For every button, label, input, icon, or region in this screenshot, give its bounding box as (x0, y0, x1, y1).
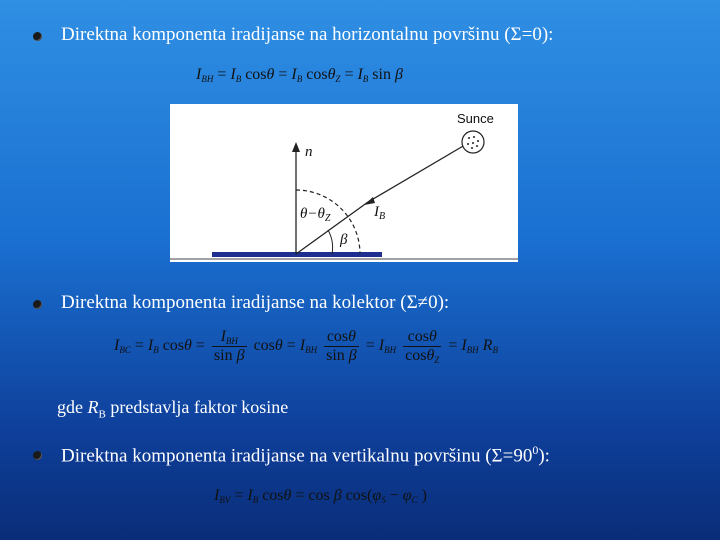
beta-arc (328, 230, 333, 254)
beam-label: $I_B$ (374, 204, 386, 222)
bullet-2 (33, 300, 42, 309)
bullet-1 (33, 32, 42, 41)
equation-horizontal: $I_{BH} = I_B$ $\cos\theta = I_B$ $\cos\theta_Z = I_B$ sin β (196, 66, 403, 84)
bullet-2-text: Direktna komponenta iradijanse na kolektor (Σ≠0): (61, 292, 450, 313)
bullet-1-text: Direktna komponenta iradijanse na horizontalnu površinu (Σ=0): (61, 24, 554, 45)
sun-angle-diagram (170, 104, 518, 262)
equation-collector: $I_{BC} = I_B$ cosθ = $\frac{I_{BH}}{\text{sin β}}$ $\cos\theta = I_{BH}$ $\frac{\cos\theta}{\text{sin β}}$ = $I_{BH}$ $\frac{\cos\theta}{\cos\theta_Z}$ = $I_{BH}$ $R_B$ (114, 328, 498, 365)
sun-label: Sunce (457, 111, 494, 126)
cosine-factor-note: gde $R_B$ predstavlja faktor kosine (57, 397, 289, 421)
normal-arrowhead (292, 142, 300, 152)
angle-label: $\theta-\theta_Z$ (300, 206, 331, 224)
beta-label: β (340, 232, 348, 248)
beam-line (368, 142, 470, 202)
equation-vertical: $I_{BV} = I_B$ cosθ = cos β $\cos(\varphi_S - \varphi_C$ ) (214, 487, 427, 505)
bullet-3-text: Direktna komponenta iradijanse na vertikalnu površinu $(\Sigma=90^0)$: (61, 443, 550, 467)
bullet-3 (33, 451, 42, 460)
normal-label: n (305, 144, 313, 160)
diagram-svg (170, 104, 518, 262)
